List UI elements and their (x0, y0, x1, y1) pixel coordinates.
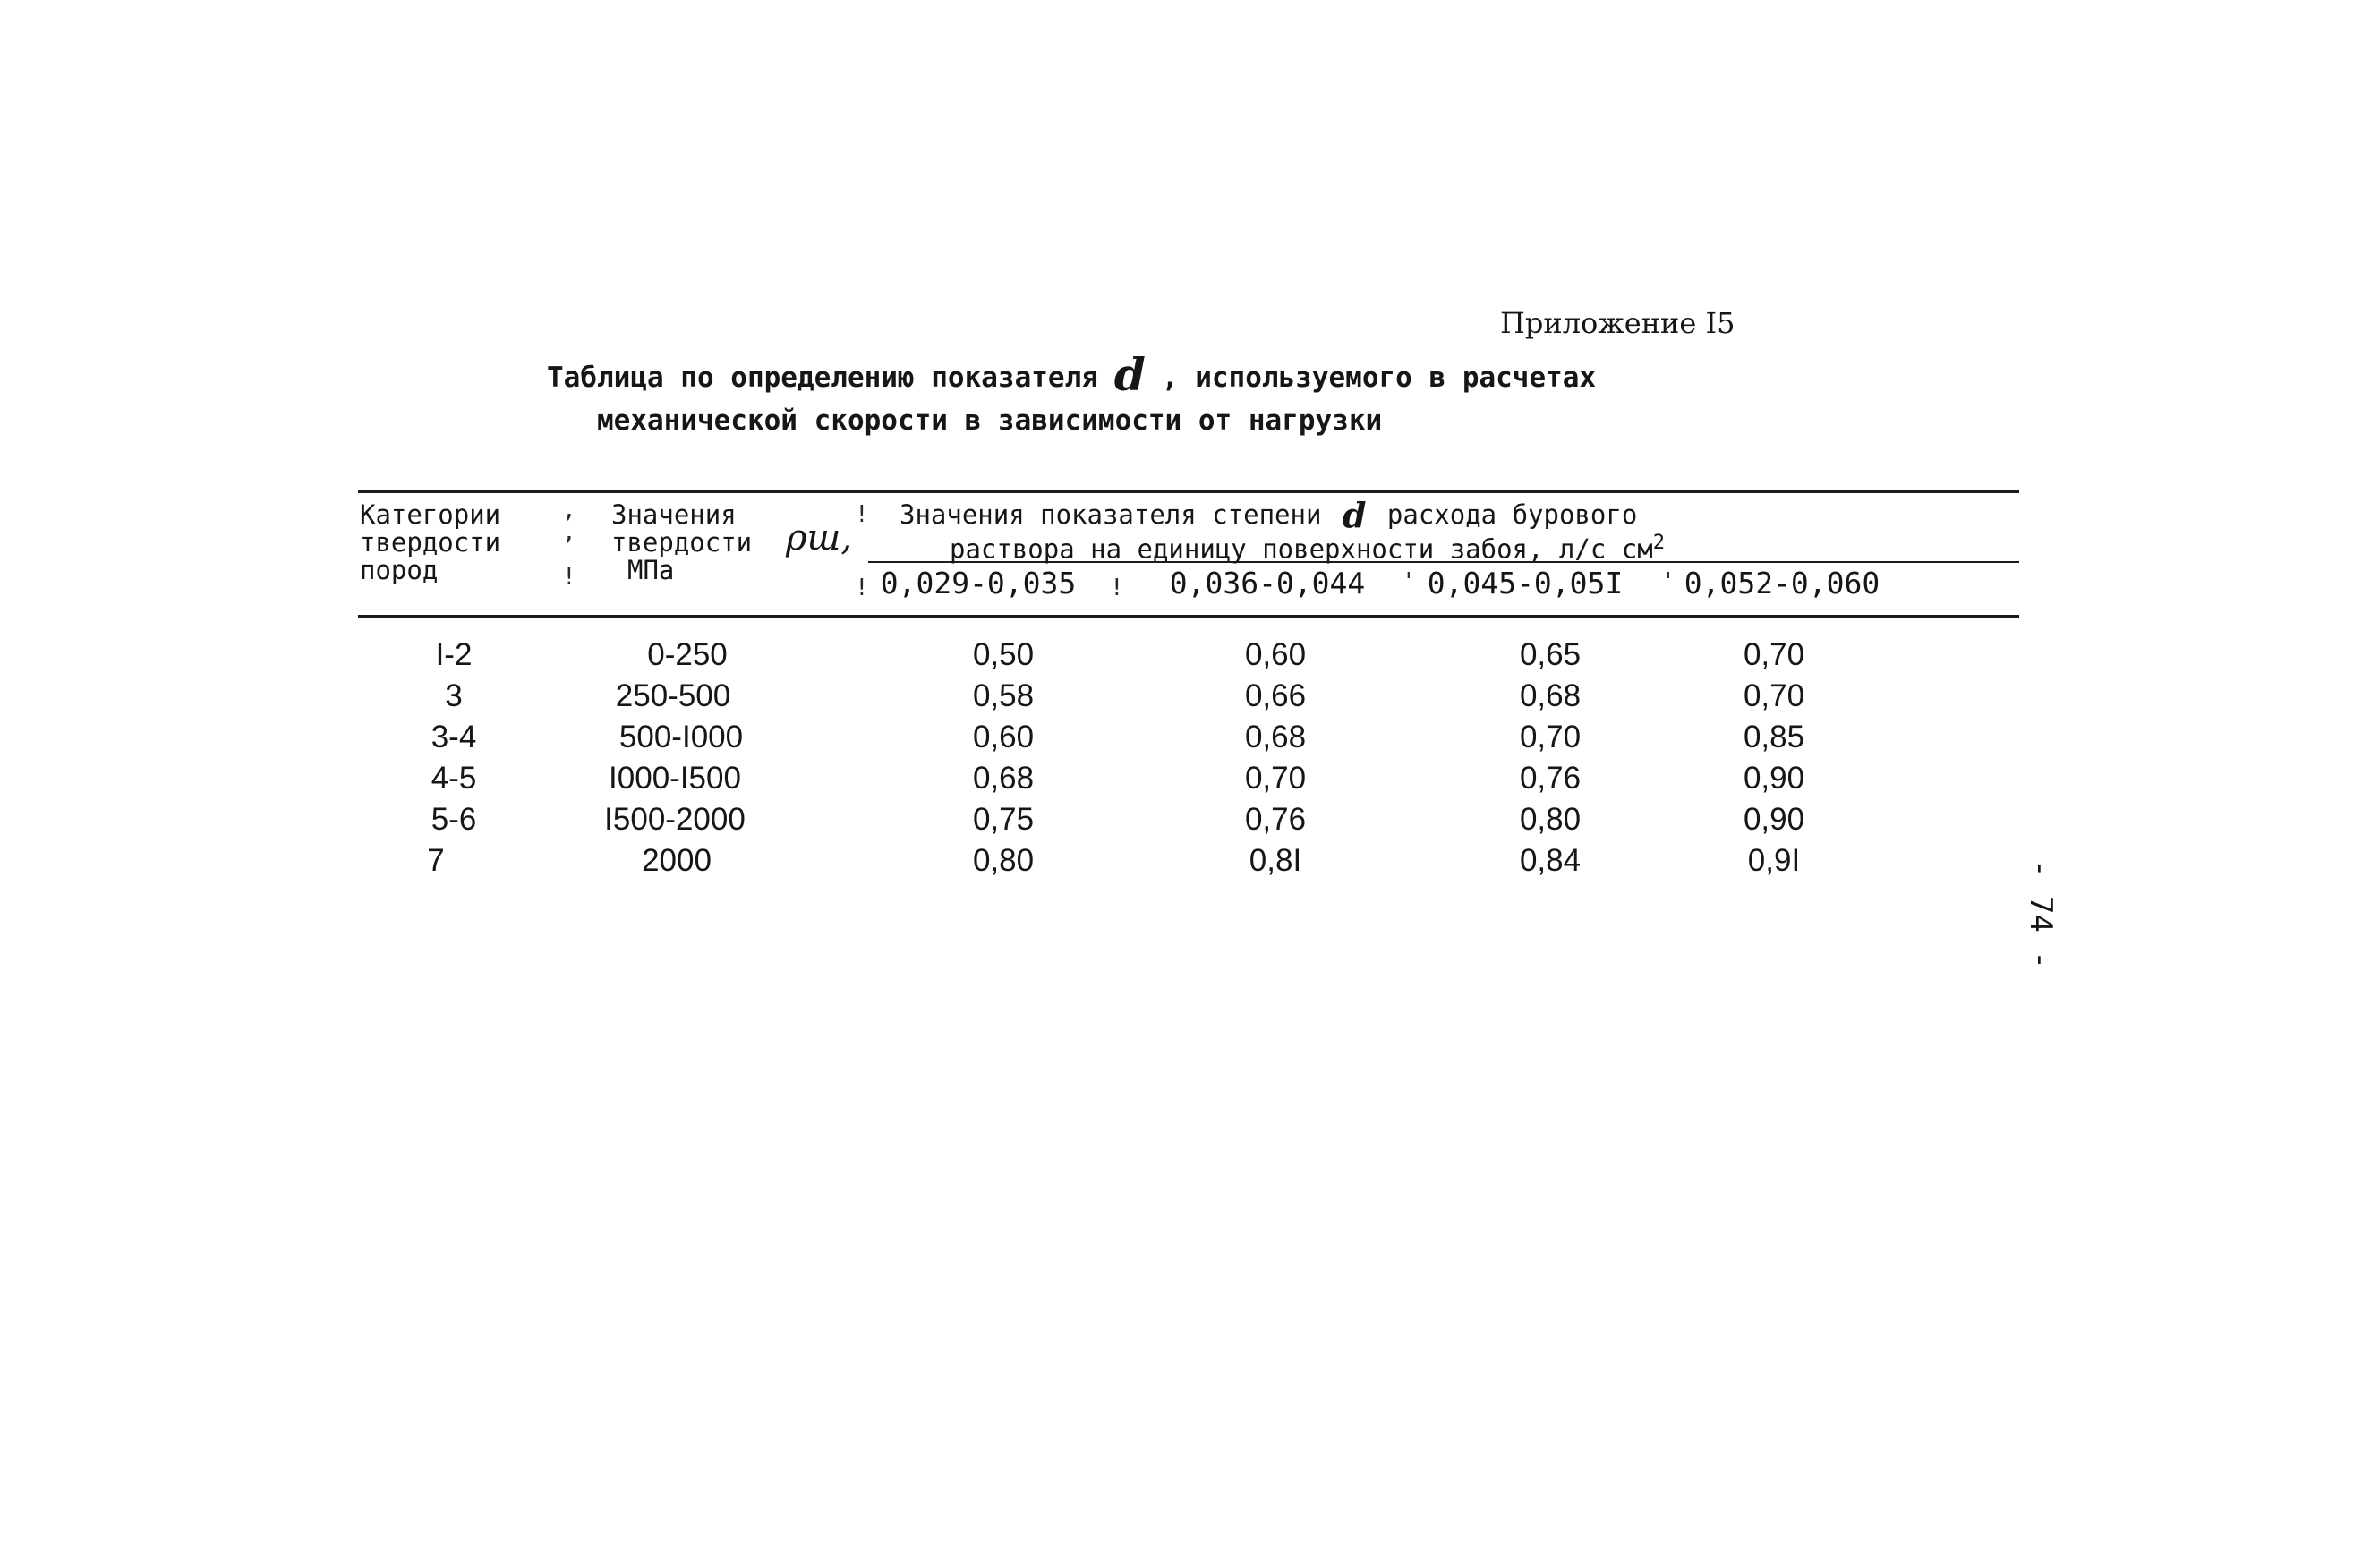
cell-category: 4-5 (431, 761, 477, 796)
cell-value: 0,80 (972, 843, 1035, 878)
cell-category: 3 (445, 678, 463, 713)
rho-symbol: ρш, (786, 517, 853, 558)
cell-value: 0,75 (972, 802, 1035, 837)
cell-value: 0,8I (1249, 843, 1302, 878)
cell-value: 0,68 (972, 761, 1035, 796)
cell-value: 0,70 (1519, 720, 1582, 754)
cell-value: 0,70 (1244, 761, 1307, 796)
column-separator: ! (562, 564, 576, 591)
column-separator: ' (1661, 568, 1676, 595)
header-alpha-text-before: Значения показателя степени (900, 499, 1322, 530)
header-bottom-rule (358, 615, 2019, 618)
cell-category: 3-4 (431, 720, 477, 754)
column-separator: ! (855, 575, 869, 601)
cell-value: 0,68 (1519, 678, 1582, 713)
header-alpha-unit-text: раствора на единицу поверхности забоя, л/с см (950, 533, 1653, 565)
header-hardness-line: Значения (611, 499, 737, 530)
header-categories-line: Категории (360, 499, 501, 530)
cell-value: 0,84 (1519, 843, 1582, 878)
cell-category: 5-6 (431, 802, 477, 837)
header-hardness-line: МПа (627, 555, 675, 585)
header-alpha-line-2 (900, 529, 1665, 564)
table-top-rule (358, 490, 2019, 493)
header-categories (360, 501, 500, 584)
cell-value: 0,70 (1743, 637, 1805, 672)
column-separator: ' (1402, 568, 1416, 595)
cell-value: 0,65 (1519, 637, 1582, 672)
cell-value: 0,50 (972, 637, 1035, 672)
header-categories-line: твердости (360, 527, 501, 558)
range-header: 0,045-0,05I (1427, 566, 1624, 601)
cell-hardness: I000-I500 (609, 761, 741, 796)
range-header: 0,036-0,044 (1169, 566, 1366, 601)
table-title-line-1: Таблица по определению показателя d , используемого в расчетах (547, 348, 1597, 401)
cell-hardness: 2000 (642, 843, 712, 878)
header-hardness-line: твердости (611, 527, 753, 558)
cell-value: 0,9I (1747, 843, 1801, 878)
cell-value: 0,76 (1244, 802, 1307, 837)
cell-hardness: I500-2000 (604, 802, 746, 837)
title-text-after: , используемого в расчетах (1161, 362, 1597, 394)
cell-value: 0,58 (972, 678, 1035, 713)
cell-hardness: 0-250 (647, 637, 728, 672)
cell-category: I-2 (435, 637, 473, 672)
appendix-label: Приложение I5 (1500, 306, 1735, 340)
cell-hardness: 250-500 (615, 678, 731, 713)
title-text-before: Таблица по определению показателя (547, 362, 1098, 394)
cell-category: 7 (427, 843, 445, 878)
header-categories-line: пород (360, 555, 439, 585)
cell-value: 0,85 (1743, 720, 1805, 754)
cell-value: 0,60 (1244, 637, 1307, 672)
cell-value: 0,90 (1743, 802, 1805, 837)
cell-value: 0,60 (972, 720, 1035, 754)
cell-value: 0,66 (1244, 678, 1307, 713)
cell-hardness: 500-I000 (618, 720, 744, 754)
header-alpha-line-1: Значения показателя степени d расхода бурового (900, 495, 1638, 535)
cell-value: 0,76 (1519, 761, 1582, 796)
column-separator: ! (855, 501, 869, 528)
col2-overline (829, 490, 865, 492)
unit-exponent: 2 (1652, 532, 1665, 554)
cell-value: 0,90 (1743, 761, 1805, 796)
cell-value: 0,80 (1519, 802, 1582, 837)
header-alpha-text-after: расхода бурового (1386, 499, 1638, 530)
column-separator: , (562, 497, 576, 524)
column-separator: ! (1110, 575, 1124, 601)
cell-value: 0,68 (1244, 720, 1307, 754)
column-separator: , (562, 519, 576, 546)
header-hardness (611, 501, 752, 584)
range-header: 0,052-0,060 (1684, 566, 1880, 601)
page-number: - 74 - (2023, 859, 2059, 969)
cell-value: 0,70 (1743, 678, 1805, 713)
table-title-line-2: механической скорости в зависимости от нагрузки (597, 405, 1383, 437)
range-header: 0,029-0,035 (880, 566, 1077, 601)
header-alpha-values (900, 495, 1665, 565)
